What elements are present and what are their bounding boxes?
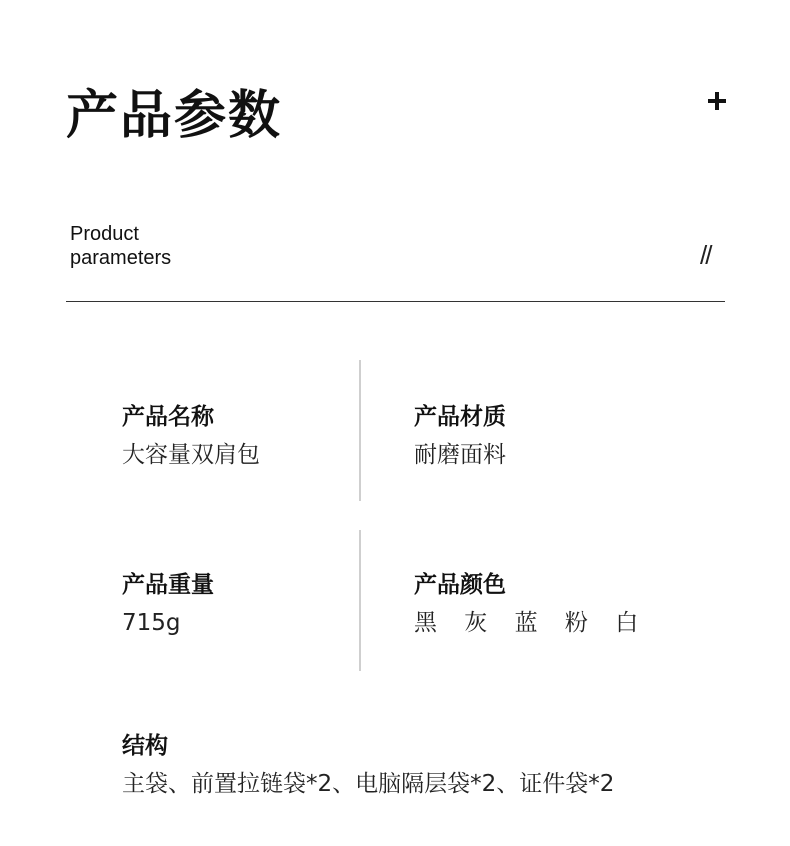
subtitle-line-2: parameters	[70, 247, 172, 269]
param-material	[414, 402, 506, 470]
subtitle	[70, 222, 171, 270]
param-label: 产品重量	[122, 572, 214, 598]
plus-icon[interactable]	[707, 91, 727, 111]
param-label: 产品名称	[122, 404, 214, 430]
param-product-name	[122, 402, 260, 470]
param-value: 主袋、前置拉链袋*2、电脑隔层袋*2、证件袋*2	[122, 771, 615, 797]
param-label: 产品颜色	[414, 572, 506, 598]
param-label: 产品材质	[414, 404, 506, 430]
column-separator	[359, 360, 361, 501]
param-weight	[122, 570, 214, 638]
header-divider	[66, 301, 725, 302]
param-value: 715g	[122, 610, 181, 636]
param-value: 黑 灰 蓝 粉 白	[414, 610, 649, 636]
subtitle-line-1: Product	[70, 223, 139, 245]
page-title: 产品参数	[66, 86, 283, 146]
column-separator	[359, 530, 361, 671]
param-structure	[122, 731, 614, 799]
param-colors	[414, 570, 648, 638]
param-value: 耐磨面料	[414, 442, 506, 468]
slash-mark: //	[700, 240, 711, 270]
param-value: 大容量双肩包	[122, 442, 260, 468]
param-label: 结构	[122, 733, 168, 759]
